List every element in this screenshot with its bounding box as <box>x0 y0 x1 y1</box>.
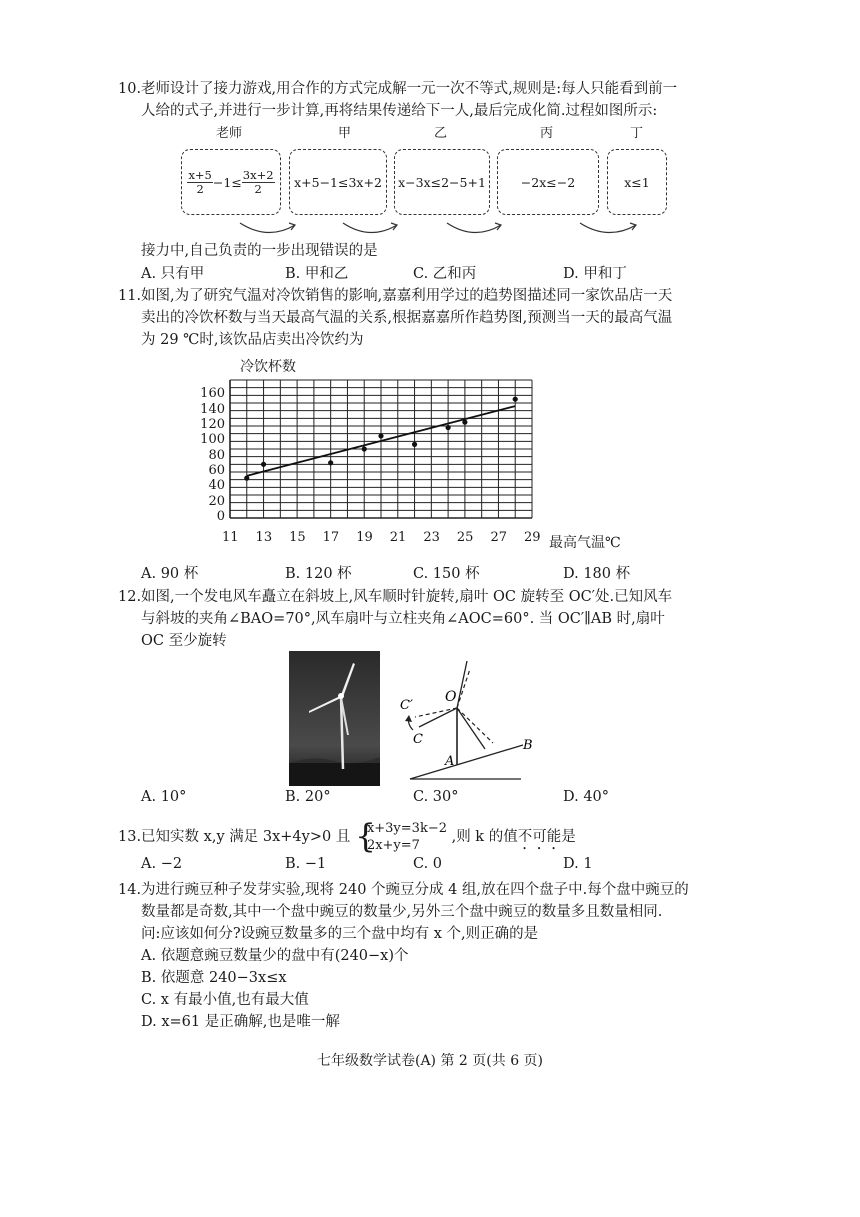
data-point <box>244 476 249 481</box>
q13-option-c[interactable]: C. 0 <box>413 856 443 872</box>
box0-mid: −1≤ <box>212 174 242 190</box>
x-tick-label: 21 <box>389 530 407 545</box>
data-point <box>462 420 467 425</box>
label-b: B <box>523 738 533 753</box>
y-tick-label: 140 <box>200 401 225 417</box>
chart-xlabel: 最高气温℃ <box>549 535 621 551</box>
label-o: O <box>445 689 457 705</box>
flow-box-yi: x−3x≤2−5+1 <box>394 149 490 215</box>
q10-stem-line1: 10.老师设计了接力游戏,用合作的方式完成解一元一次不等式,规则是:每人只能看到前一 <box>118 81 678 97</box>
chart-ylabel: 冷饮杯数 <box>240 359 296 375</box>
q13-equation-1: x+3y=3k−2 <box>366 821 447 836</box>
fraction-1: $\frac{x+5}{2}$ <box>188 167 212 196</box>
flow-label-jia: 甲 <box>338 126 352 141</box>
q11-stem-line2: 卖出的冷饮杯数与当天最高气温的关系,根据嘉嘉所作趋势图,预测当一天的最高气温 <box>141 310 673 326</box>
q13-stem <box>118 816 576 855</box>
q10-option-d[interactable]: D. 甲和丁 <box>563 266 627 282</box>
q14-option-d[interactable]: D. x=61 是正确解,也是唯一解 <box>141 1014 340 1030</box>
flow-box-jia: x+5−1≤3x+2 <box>289 149 387 215</box>
x-tick-label: 25 <box>456 530 474 545</box>
x-tick-label: 17 <box>322 530 340 545</box>
q10-option-c[interactable]: C. 乙和丙 <box>413 266 477 282</box>
q11-option-c[interactable]: C. 150 杯 <box>413 566 480 582</box>
q13-system: { x+3y=3k−2 2x+y=7 <box>354 816 447 855</box>
q13-equation-2: 2x+y=7 <box>366 838 420 853</box>
q10-option-a[interactable]: A. 只有甲 <box>141 266 205 282</box>
y-tick-label: 160 <box>200 386 225 402</box>
q13-option-a[interactable]: A. −2 <box>141 856 183 872</box>
x-tick-label: 13 <box>255 530 273 545</box>
x-tick-label: 23 <box>423 530 440 545</box>
y-tick-label: 100 <box>200 432 225 448</box>
q11-stem-line1: 11.如图,为了研究气温对冷饮销售的影响,嘉嘉利用学过的趋势图描述同一家饮品店一天 <box>118 288 673 304</box>
q11-option-a[interactable]: A. 90 杯 <box>141 566 199 582</box>
q14-option-b[interactable]: B. 依题意 240−3x≤x <box>141 970 287 986</box>
q14-stem-line3: 问:应该如何分?设豌豆数量多的三个盘中均有 x 个,则正确的是 <box>141 926 539 942</box>
q10-stem-line2: 人给的式子,并进行一步计算,再将结果传递给下一人,最后完成化简.过程如图所示: <box>141 103 658 119</box>
q10-option-b[interactable]: B. 甲和乙 <box>285 266 349 282</box>
q13-suffix-b: 是 <box>561 829 576 845</box>
windmill-diagram <box>395 651 545 786</box>
flow-label-ding: 丁 <box>630 126 644 141</box>
x-tick-label: 27 <box>490 530 507 545</box>
y-tick-label: 40 <box>208 478 225 494</box>
q12-stem-line2: 与斜坡的夹角∠BAO=70°,风车扇叶与立柱夹角∠AOC=60°. 当 OC′∥AB 时,扇叶 <box>141 611 665 627</box>
data-point <box>446 425 451 430</box>
flow-box-ding: x≤1 <box>607 149 667 215</box>
flow-box-bing: −2x≤−2 <box>497 149 599 215</box>
q12-option-c[interactable]: C. 30° <box>413 789 459 805</box>
x-tick-label: 19 <box>356 530 373 545</box>
data-point <box>412 442 417 447</box>
data-point <box>378 433 383 438</box>
data-point <box>328 460 333 465</box>
data-point <box>513 397 518 402</box>
q13-emphasis: 不可能 <box>517 829 562 845</box>
q13-suffix-a: ,则 k 的值 <box>451 829 518 845</box>
chart-grid <box>230 380 532 518</box>
q13-option-b[interactable]: B. −1 <box>285 856 327 872</box>
y-tick-label: 120 <box>200 417 225 432</box>
x-tick-label: 15 <box>289 530 306 545</box>
y-tick-label: 20 <box>208 493 225 509</box>
page-footer: 七年级数学试卷(A) 第 2 页(共 6 页) <box>316 1053 544 1069</box>
q14-stem-line1: 14.为进行豌豆种子发芽实验,现将 240 个豌豆分成 4 组,放在四个盘子中.每个盘中豌豆的 <box>118 882 689 898</box>
flow-label-teacher: 老师 <box>216 126 243 141</box>
q14-option-a[interactable]: A. 依题意豌豆数量少的盘中有(240−x)个 <box>141 948 409 964</box>
q13-prefix: 13.已知实数 x,y 满足 3x+4y>0 且 <box>118 829 351 845</box>
data-point <box>362 446 367 451</box>
flow-label-yi: 乙 <box>434 126 448 141</box>
q12-option-a[interactable]: A. 10° <box>141 789 187 805</box>
label-a: A <box>445 754 455 769</box>
x-tick-label: 29 <box>524 530 541 545</box>
q14-stem-line2: 数量都是奇数,其中一个盘中豌豆的数量少,另外三个盘中豌豆的数量多且数量相同. <box>141 904 663 920</box>
y-tick-label: 0 <box>216 509 225 524</box>
q14-option-c[interactable]: C. x 有最小值,也有最大值 <box>141 992 309 1008</box>
x-tick-label: 11 <box>222 530 239 545</box>
q10-question: 接力中,自己负责的一步出现错误的是 <box>141 243 378 259</box>
q12-stem-line1: 12.如图,一个发电风车矗立在斜坡上,风车顺时针旋转,扇叶 OC 旋转至 OC′处.已知风车 <box>118 589 673 605</box>
q12-option-b[interactable]: B. 20° <box>285 789 331 805</box>
label-c-prime: C′ <box>400 698 413 713</box>
y-tick-label: 60 <box>208 463 225 478</box>
q11-option-b[interactable]: B. 120 杯 <box>285 566 352 582</box>
flow-label-bing: 丙 <box>540 126 554 141</box>
data-point <box>261 462 266 467</box>
q12-stem-line3: OC 至少旋转 <box>141 633 227 649</box>
fraction-2: $\frac{3x+2}{2}$ <box>242 167 274 196</box>
q11-stem-line3: 为 29 ℃时,该饮品店卖出冷饮约为 <box>141 332 364 348</box>
windmill-photo <box>289 651 380 786</box>
label-c: C <box>413 732 423 747</box>
q12-option-d[interactable]: D. 40° <box>563 789 610 805</box>
scatter-chart <box>0 0 860 560</box>
y-tick-label: 80 <box>208 447 225 463</box>
q11-option-d[interactable]: D. 180 杯 <box>563 566 631 582</box>
q13-option-d[interactable]: D. 1 <box>563 856 593 872</box>
